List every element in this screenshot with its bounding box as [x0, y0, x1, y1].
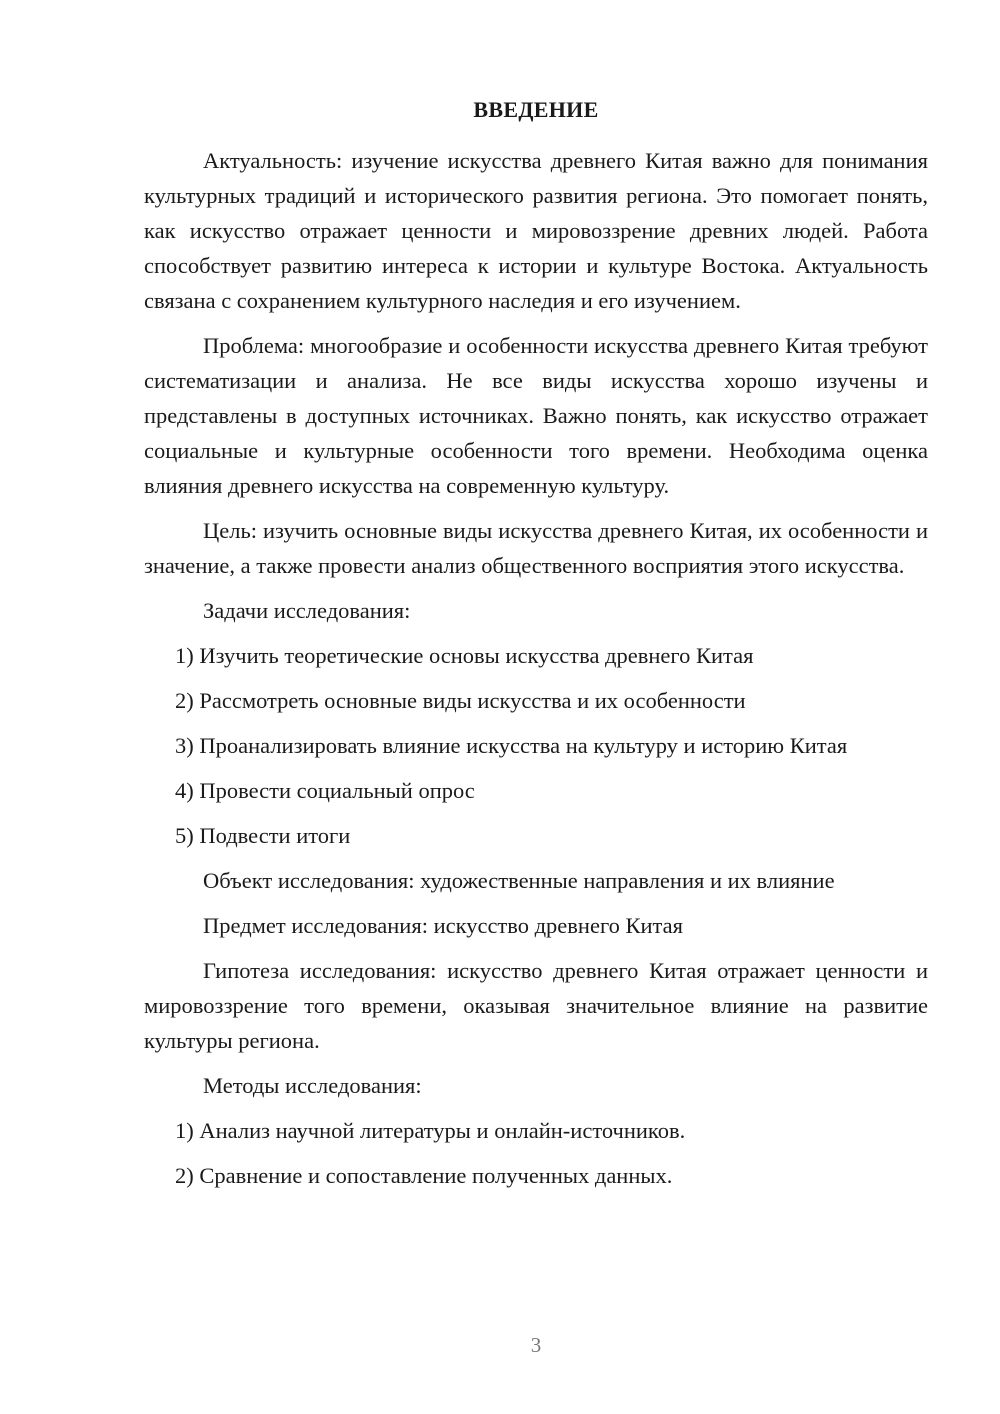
hypothesis-paragraph: Гипотеза исследования: искусство древнего Китая отражает ценности и мировоззрение того времени, оказывая значительное влияние на развитие культуры региона. — [144, 958, 928, 1053]
tasks-heading: Задачи исследования: — [203, 598, 411, 623]
relevance-paragraph: Актуальность: изучение искусства древнего Китая важно для понимания культурных традиций и исторического развития региона. Это помогает понять, как искусство отражает ценности и мировоззрение древних людей. Работа способствует развитию интереса к истории и культуре Востока. Актуальность связана с сохранением культурного наследия и его изучением. — [144, 148, 928, 313]
problem-paragraph: Проблема: многообразие и особенности искусства древнего Китая требуют систематизации и анализа. Не все виды искусства хорошо изучены и представлены в доступных источниках. Важно понять, как искусство отражает социальные и культурные особенности того времени. Необходима оценка влияния древнего искусства на современную культуру. — [144, 333, 928, 498]
task-item: 1) Изучить теоретические основы искусства древнего Китая — [175, 643, 754, 668]
task-item: 3) Проанализировать влияние искусства на культуру и историю Китая — [175, 733, 848, 758]
document-page — [144, 95, 928, 1203]
method-item: 2) Сравнение и сопоставление полученных данных. — [175, 1163, 673, 1188]
task-item: 2) Рассмотреть основные виды искусства и их особенности — [175, 688, 746, 713]
tasks-list — [144, 638, 928, 853]
research-object: Объект исследования: художественные направления и их влияние — [203, 868, 835, 893]
task-item: 5) Подвести итоги — [175, 823, 351, 848]
task-item: 4) Провести социальный опрос — [175, 778, 475, 803]
methods-heading: Методы исследования: — [203, 1073, 422, 1098]
goal-paragraph: Цель: изучить основные виды искусства древнего Китая, их особенности и значение, а также провести анализ общественного восприятия этого искусства. — [144, 518, 928, 578]
methods-list — [144, 1113, 928, 1193]
method-item: 1) Анализ научной литературы и онлайн-источников. — [175, 1118, 686, 1143]
research-subject: Предмет исследования: искусство древнего Китая — [203, 913, 683, 938]
section-title: ВВЕДЕНИЕ — [473, 97, 599, 122]
page-number: 3 — [530, 1333, 542, 1357]
